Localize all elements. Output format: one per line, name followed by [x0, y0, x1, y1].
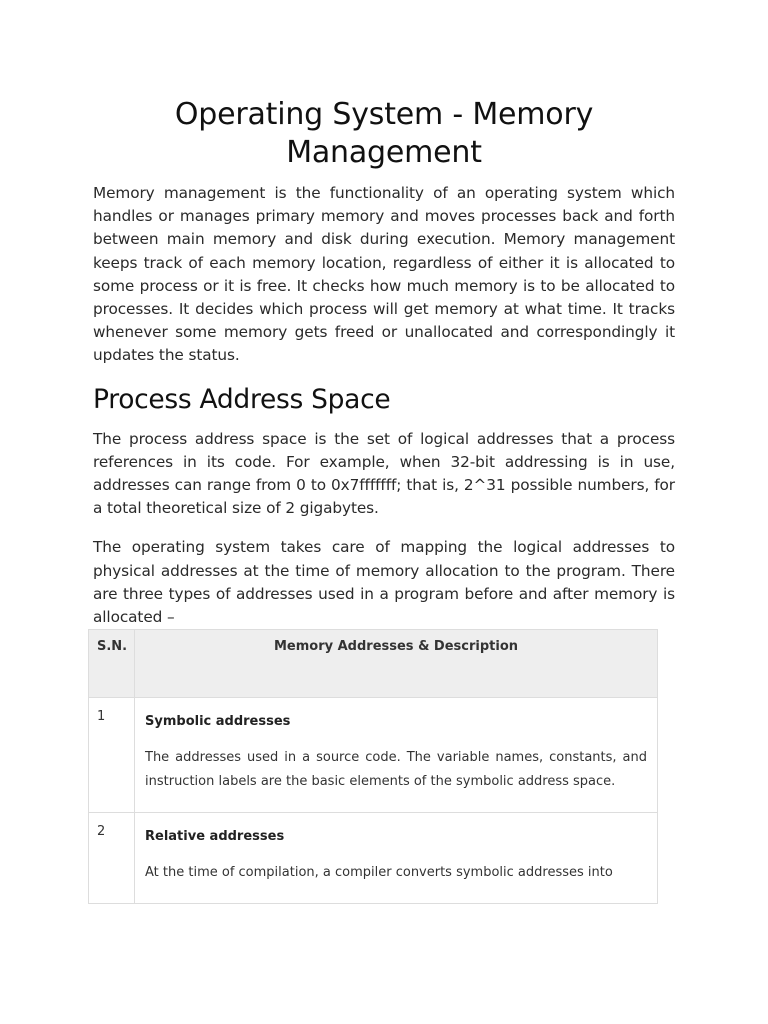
description-header: Memory Addresses & Description	[135, 630, 658, 698]
table-row	[89, 813, 658, 904]
row-description	[135, 813, 658, 904]
section-heading: Process Address Space	[93, 383, 391, 415]
row-text: At the time of compilation, a compiler converts symbolic addresses into	[145, 865, 613, 880]
row-title: Symbolic addresses	[145, 714, 291, 729]
intro-paragraph: Memory management is the functionality of an operating system which handles or manages primary memory and moves processes back and forth between main memory and disk during execution. Memory management keeps track of each memory location, regardless of either it is allocated to some process or it is free. It checks how much memory is to be allocated to processes. It decides which process will get memory at what time. It tracks whenever some memory gets freed or unallocated and correspondingly it updates the status.	[93, 184, 675, 365]
address-space-paragraph: The process address space is the set of logical addresses that a process references in its code. For example, when 32-bit addressing is in use, addresses can range from 0 to 0x7fffffff; that is, 2^31 possible numbers, for a total theoretical size of 2 gigabytes.	[93, 429, 675, 518]
row-description	[135, 698, 658, 813]
sn-header: S.N.	[89, 630, 135, 698]
row-text: The addresses used in a source code. The variable names, constants, and instruction labels are the basic elements of the symbolic address space.	[145, 750, 647, 789]
memory-addresses-table	[88, 629, 658, 904]
table-header-row	[89, 630, 658, 698]
row-number: 1	[89, 698, 135, 813]
row-title: Relative addresses	[145, 829, 285, 844]
page-title: Operating System - Memory Management	[174, 97, 594, 170]
address-mapping-paragraph: The operating system takes care of mapping the logical addresses to physical addresses at the time of memory allocation to the program. There are three types of addresses used in a program before and after memory is allocated –	[93, 538, 675, 627]
row-number: 2	[89, 813, 135, 904]
row-description-clip	[145, 827, 647, 901]
document-body	[93, 96, 675, 629]
table-row	[89, 698, 658, 813]
